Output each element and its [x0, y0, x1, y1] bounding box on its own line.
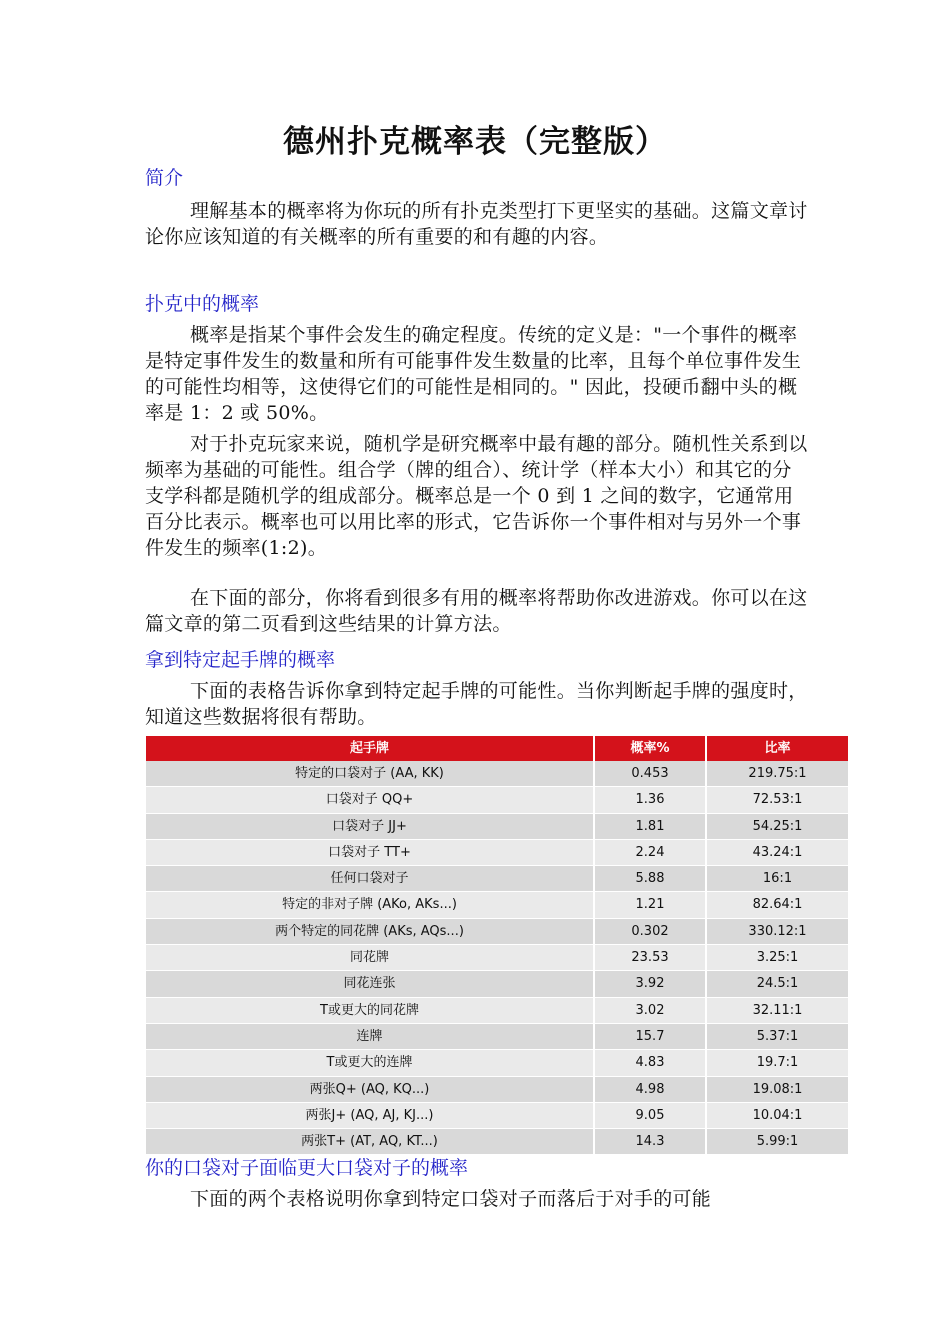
probability-paragraph-3: 在下面的部分，你将看到很多有用的概率将帮助你改进游戏。你可以在这篇文章的第二页看到这些结果的计算方法。 — [145, 587, 808, 635]
table-body — [146, 761, 848, 1154]
cell-probability: 14.3 — [595, 1129, 707, 1154]
cell-probability: 0.453 — [595, 761, 707, 786]
table-row — [146, 839, 848, 865]
starting-hands-table — [146, 736, 848, 1154]
cell-odds: 19.7:1 — [756, 1055, 799, 1071]
cell-hand: 任何口袋对子 — [146, 866, 595, 891]
table-row — [146, 865, 848, 891]
cell-hand: 连牌 — [146, 1024, 595, 1049]
cell-odds: 16:1 — [762, 871, 793, 887]
table-row — [146, 918, 848, 944]
cell-probability: 4.83 — [595, 1050, 707, 1075]
cell-odds: 5.99:1 — [756, 1134, 799, 1150]
cell-odds: 5.37:1 — [756, 1028, 799, 1044]
table-row — [146, 944, 848, 970]
table-row — [146, 1128, 848, 1154]
table-row — [146, 786, 848, 812]
section-heading-pocket-pairs: 你的口袋对子面临更大口袋对子的概率 — [145, 1157, 469, 1179]
table-row — [146, 970, 848, 996]
table-row — [146, 1076, 848, 1102]
page-title: 德州扑克概率表（完整版） — [283, 124, 667, 160]
cell-odds: 43.24:1 — [752, 844, 803, 860]
cell-probability: 3.02 — [595, 998, 707, 1023]
cell-odds: 24.5:1 — [756, 976, 799, 992]
cell-odds: 32.11:1 — [752, 1002, 803, 1018]
cell-odds: 219.75:1 — [748, 766, 807, 781]
cell-hand: 两张T+ (AT, AQ, KT...) — [146, 1129, 595, 1154]
cell-hand: 特定的口袋对子 (AA, KK) — [146, 761, 595, 786]
table-row — [146, 1023, 848, 1049]
cell-hand: 两个特定的同花牌 (AKs, AQs...) — [146, 919, 595, 944]
section-heading-intro: 简介 — [145, 167, 184, 189]
section-heading-starting-hands: 拿到特定起手牌的概率 — [145, 649, 336, 671]
cell-odds: 330.12:1 — [748, 923, 807, 939]
cell-odds: 3.25:1 — [756, 950, 799, 966]
cell-probability: 1.81 — [595, 814, 707, 839]
cell-probability: 4.98 — [595, 1077, 707, 1102]
cell-probability: 5.88 — [595, 866, 707, 891]
section-heading-probability: 扑克中的概率 — [145, 293, 260, 315]
cell-probability: 1.21 — [595, 892, 707, 917]
cell-odds: 82.64:1 — [752, 897, 803, 913]
cell-hand: 两张Q+ (AQ, KQ...) — [146, 1077, 595, 1102]
cell-probability: 1.36 — [595, 787, 707, 812]
cell-probability: 15.7 — [595, 1024, 707, 1049]
table-header — [146, 736, 848, 761]
probability-paragraph-1: 概率是指某个事件会发生的确定程度。传统的定义是："一个事件的概率是特定事件发生的数量和所有可能事件发生数量的比率，且每个单位事件发生的可能性均相等，这使得它们的可能性是相同的。" 因此，投硬币翻中头的概率是 1：2 或 50%。 — [145, 324, 802, 424]
table-row — [146, 891, 848, 917]
cell-probability: 23.53 — [595, 945, 707, 970]
cell-odds: 54.25:1 — [752, 818, 803, 834]
cell-probability: 9.05 — [595, 1103, 707, 1128]
cell-hand: 口袋对子 QQ+ — [146, 787, 595, 812]
cell-hand: 同花连张 — [146, 971, 595, 996]
cell-probability: 2.24 — [595, 840, 707, 865]
intro-paragraph: 理解基本的概率将为你玩的所有扑克类型打下更坚实的基础。这篇文章讨论你应该知道的有关概率的所有重要的和有趣的内容。 — [145, 200, 808, 248]
table-row — [146, 761, 848, 786]
cell-probability: 0.302 — [595, 919, 707, 944]
cell-odds: 19.08:1 — [752, 1081, 803, 1097]
cell-hand: 口袋对子 JJ+ — [146, 814, 595, 839]
cell-odds: 72.53:1 — [752, 792, 803, 808]
cell-probability: 3.92 — [595, 971, 707, 996]
table-row — [146, 1102, 848, 1128]
starting-hands-paragraph: 下面的表格告诉你拿到特定起手牌的可能性。当你判断起手牌的强度时，知道这些数据将很有帮助。 — [145, 680, 808, 728]
header-odds: 比率 — [764, 741, 791, 756]
table-row — [146, 997, 848, 1023]
cell-hand: 两张J+ (AQ, AJ, KJ...) — [146, 1103, 595, 1128]
cell-hand: 口袋对子 TT+ — [146, 840, 595, 865]
table-row — [146, 1049, 848, 1075]
header-probability: 概率% — [595, 736, 707, 761]
pocket-pairs-paragraph: 下面的两个表格说明你拿到特定口袋对子而落后于对手的可能 — [190, 1188, 712, 1210]
probability-paragraph-2: 对于扑克玩家来说，随机学是研究概率中最有趣的部分。随机性关系到以频率为基础的可能性。组合学（牌的组合）、统计学（样本大小）和其它的分支学科都是随机学的组成部分。概率总是一个 0 到 1 之间的数字，它通常用百分比表示。概率也可以用比率的形式，它告诉你一个事件相对与另外一个事件发生的频率(1:2)。 — [145, 433, 808, 559]
cell-hand: 同花牌 — [146, 945, 595, 970]
cell-hand: 特定的非对子牌 (AKo, AKs...) — [146, 892, 595, 917]
cell-hand: T或更大的同花牌 — [146, 998, 595, 1023]
cell-odds: 10.04:1 — [752, 1107, 803, 1123]
table-row — [146, 813, 848, 839]
cell-hand: T或更大的连牌 — [146, 1050, 595, 1075]
header-hand: 起手牌 — [146, 736, 595, 761]
